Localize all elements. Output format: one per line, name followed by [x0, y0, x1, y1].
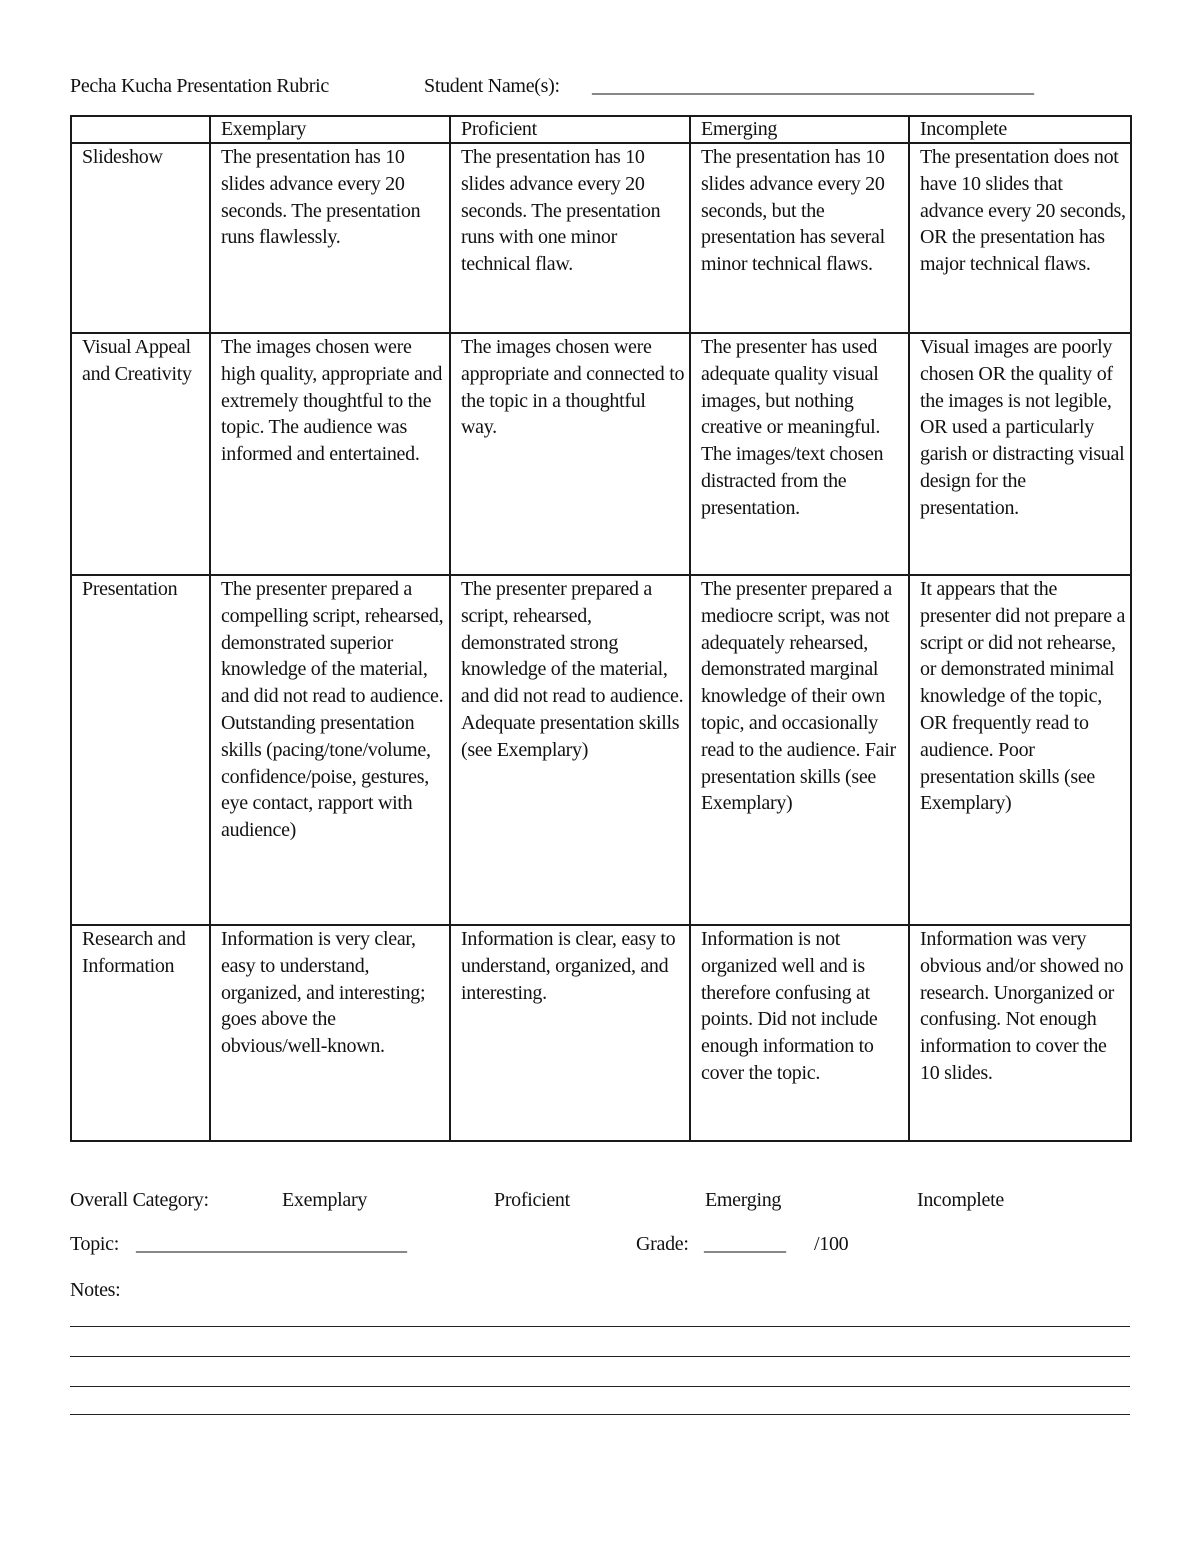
- topic-grade-line: [70, 1230, 1130, 1258]
- header-cell-incomplete: Incomplete: [909, 116, 1131, 143]
- incomplete-cell: Visual images are poorly chosen OR the quality of the images is not legible, OR used a particularly garish or distracting visual design for the presentation.: [909, 333, 1131, 575]
- header-cell-exemplary: Exemplary: [210, 116, 450, 143]
- header-cell-proficient: Proficient: [450, 116, 690, 143]
- exemplary-cell: The presentation has 10 slides advance every 20 seconds. The presentation runs flawlessly.: [210, 143, 450, 333]
- incomplete-cell: It appears that the presenter did not prepare a script or did not rehearse, or demonstrated minimal knowledge of the topic, OR frequently read to audience. Poor presentation skills (see Exemplary): [909, 575, 1131, 925]
- document-title: Pecha Kucha Presentation Rubric: [70, 75, 329, 97]
- grade-label: Grade:: [636, 1233, 689, 1255]
- incomplete-cell: Information was very obvious and/or showed no research. Unorganized or confusing. Not enough information to cover the 10 slides.: [909, 925, 1131, 1141]
- overall-option-incomplete[interactable]: Incomplete: [917, 1189, 1004, 1211]
- notes-line[interactable]: [70, 1414, 1130, 1415]
- proficient-cell: The presenter prepared a script, rehearsed, demonstrated strong knowledge of the material, and did not read to audience. Adequate presentation skills (see Exemplary): [450, 575, 690, 925]
- topic-label: Topic:: [70, 1233, 120, 1255]
- grade-blank[interactable]: _________: [704, 1233, 785, 1255]
- exemplary-cell: Information is very clear, easy to understand, organized, and interesting; goes above the obvious/well-known.: [210, 925, 450, 1141]
- category-cell: Research and Information: [71, 925, 210, 1141]
- proficient-cell: The presentation has 10 slides advance every 20 seconds. The presentation runs with one minor technical flaw.: [450, 143, 690, 333]
- overall-option-exemplary[interactable]: Exemplary: [282, 1189, 368, 1211]
- rubric-row-presentation: [71, 575, 1131, 925]
- exemplary-cell: The presenter prepared a compelling script, rehearsed, demonstrated superior knowledge of the material, and did not read to audience. Outstanding presentation skills (pacing/tone/volume, confidence/poise, gestures, eye contact, rapport with audience): [210, 575, 450, 925]
- proficient-cell: The images chosen were appropriate and connected to the topic in a thoughtful way.: [450, 333, 690, 575]
- notes-line[interactable]: [70, 1386, 1130, 1387]
- header-cell-blank: [71, 116, 210, 143]
- notes-label: Notes:: [70, 1279, 121, 1301]
- category-cell: Presentation: [71, 575, 210, 925]
- incomplete-cell: The presentation does not have 10 slides that advance every 20 seconds, OR the presentation has major technical flaws.: [909, 143, 1131, 333]
- header-cell-emerging: Emerging: [690, 116, 909, 143]
- document-header: [70, 72, 1130, 100]
- proficient-cell: Information is clear, easy to understand, organized, and interesting.: [450, 925, 690, 1141]
- overall-category-label: Overall Category:: [70, 1189, 209, 1211]
- rubric-row-slideshow: [71, 143, 1131, 333]
- topic-blank[interactable]: ______________________________: [136, 1233, 406, 1255]
- emerging-cell: The presenter has used adequate quality visual images, but nothing creative or meaningful. The images/text chosen distracted from the presentation.: [690, 333, 909, 575]
- rubric-table: [70, 115, 1132, 1142]
- rubric-header-row: [71, 116, 1131, 143]
- overall-option-emerging[interactable]: Emerging: [705, 1189, 782, 1211]
- category-cell: Slideshow: [71, 143, 210, 333]
- overall-option-proficient[interactable]: Proficient: [494, 1189, 570, 1211]
- rubric-row-visual-appeal: [71, 333, 1131, 575]
- overall-category-line: [70, 1186, 1130, 1214]
- emerging-cell: Information is not organized well and is therefore confusing at points. Did not include enough information to cover the topic.: [690, 925, 909, 1141]
- rubric-row-research: [71, 925, 1131, 1141]
- notes-line[interactable]: [70, 1326, 1130, 1327]
- exemplary-cell: The images chosen were high quality, appropriate and extremely thoughtful to the topic. The audience was informed and entertained.: [210, 333, 450, 575]
- notes-line[interactable]: [70, 1356, 1130, 1357]
- emerging-cell: The presentation has 10 slides advance every 20 seconds, but the presentation has several minor technical flaws.: [690, 143, 909, 333]
- student-name-blank[interactable]: _________________________________________________: [592, 75, 1033, 97]
- grade-suffix: /100: [814, 1233, 849, 1255]
- emerging-cell: The presenter prepared a mediocre script, was not adequately rehearsed, demonstrated marginal knowledge of their own topic, and occasionally read to the audience. Fair presentation skills (see Exemplary): [690, 575, 909, 925]
- category-cell: Visual Appeal and Creativity: [71, 333, 210, 575]
- student-name-label: Student Name(s):: [424, 75, 560, 97]
